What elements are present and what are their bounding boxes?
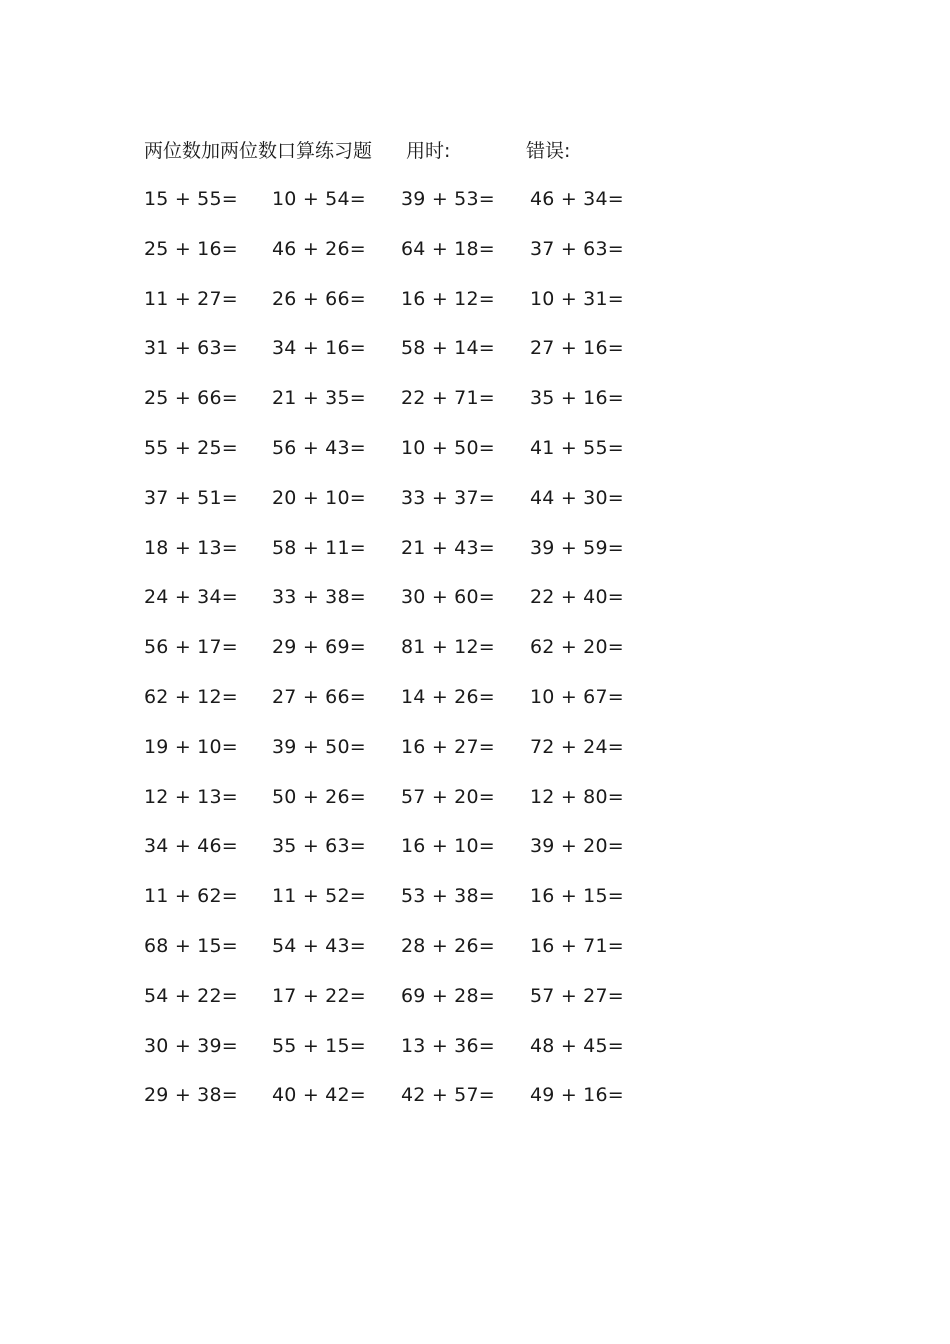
problem-item: 55 + 25= — [144, 436, 238, 459]
problem-item: 81 + 12= — [401, 636, 495, 659]
problem-item: 18 + 13= — [144, 536, 238, 559]
errors-label: 错误: — [526, 140, 571, 162]
problem-item: 30 + 60= — [401, 586, 495, 609]
problem-item: 30 + 39= — [144, 1034, 238, 1057]
problem-item: 14 + 26= — [401, 685, 495, 708]
problem-item: 55 + 15= — [272, 1034, 366, 1057]
problem-row — [144, 185, 704, 235]
problem-item: 20 + 10= — [272, 486, 366, 509]
problem-row — [144, 633, 704, 683]
problem-item: 16 + 71= — [530, 934, 624, 957]
problem-item: 56 + 17= — [144, 636, 238, 659]
worksheet-title: 两位数加两位数口算练习题 — [144, 140, 373, 162]
problem-row — [144, 1032, 704, 1082]
problem-row — [144, 235, 704, 285]
problem-item: 57 + 27= — [530, 984, 624, 1007]
problem-item: 54 + 43= — [272, 934, 366, 957]
time-label: 用时: — [406, 140, 451, 162]
problem-item: 22 + 71= — [401, 387, 495, 410]
problem-item: 22 + 40= — [530, 586, 624, 609]
problem-item: 21 + 35= — [272, 387, 366, 410]
problem-item: 35 + 63= — [272, 835, 366, 858]
problem-item: 16 + 15= — [530, 885, 624, 908]
problem-item: 28 + 26= — [401, 934, 495, 957]
problem-item: 16 + 12= — [401, 287, 495, 310]
problem-item: 44 + 30= — [530, 486, 624, 509]
problem-item: 37 + 63= — [530, 237, 624, 260]
problem-item: 11 + 52= — [272, 885, 366, 908]
problem-item: 21 + 43= — [401, 536, 495, 559]
problem-item: 27 + 16= — [530, 337, 624, 360]
problem-item: 39 + 59= — [530, 536, 624, 559]
problem-item: 62 + 20= — [530, 636, 624, 659]
problem-item: 10 + 67= — [530, 685, 624, 708]
problem-item: 62 + 12= — [144, 685, 238, 708]
problem-row — [144, 733, 704, 783]
problem-row — [144, 384, 704, 434]
problem-item: 25 + 66= — [144, 387, 238, 410]
problem-item: 40 + 42= — [272, 1084, 366, 1107]
problem-row — [144, 932, 704, 982]
problem-item: 39 + 50= — [272, 735, 366, 758]
problem-item: 57 + 20= — [401, 785, 495, 808]
problem-item: 12 + 80= — [530, 785, 624, 808]
problem-item: 46 + 26= — [272, 237, 366, 260]
problem-item: 10 + 31= — [530, 287, 624, 310]
problem-item: 27 + 66= — [272, 685, 366, 708]
problem-item: 64 + 18= — [401, 237, 495, 260]
problem-item: 35 + 16= — [530, 387, 624, 410]
problem-item: 69 + 28= — [401, 984, 495, 1007]
problem-item: 29 + 38= — [144, 1084, 238, 1107]
problem-item: 50 + 26= — [272, 785, 366, 808]
problem-item: 68 + 15= — [144, 934, 238, 957]
problem-row — [144, 882, 704, 932]
problem-item: 11 + 62= — [144, 885, 238, 908]
problem-row — [144, 285, 704, 335]
problem-item: 26 + 66= — [272, 287, 366, 310]
problem-item: 13 + 36= — [401, 1034, 495, 1057]
problem-item: 31 + 63= — [144, 337, 238, 360]
problem-row — [144, 583, 704, 633]
problem-item: 54 + 22= — [144, 984, 238, 1007]
problem-row — [144, 783, 704, 833]
problem-item: 48 + 45= — [530, 1034, 624, 1057]
problem-row — [144, 534, 704, 584]
problem-item: 49 + 16= — [530, 1084, 624, 1107]
problem-item: 39 + 53= — [401, 188, 495, 210]
problem-item: 42 + 57= — [401, 1084, 495, 1107]
problem-item: 34 + 16= — [272, 337, 366, 360]
problem-item: 16 + 10= — [401, 835, 495, 858]
problem-item: 15 + 55= — [144, 188, 238, 210]
problem-row — [144, 832, 704, 882]
problem-grid — [144, 185, 704, 1131]
problem-item: 16 + 27= — [401, 735, 495, 758]
problem-item: 24 + 34= — [144, 586, 238, 609]
problem-item: 37 + 51= — [144, 486, 238, 509]
problem-item: 46 + 34= — [530, 188, 624, 210]
problem-item: 56 + 43= — [272, 436, 366, 459]
problem-item: 72 + 24= — [530, 735, 624, 758]
problem-row — [144, 982, 704, 1032]
problem-row — [144, 434, 704, 484]
problem-item: 58 + 14= — [401, 337, 495, 360]
problem-item: 25 + 16= — [144, 237, 238, 260]
problem-item: 12 + 13= — [144, 785, 238, 808]
problem-item: 39 + 20= — [530, 835, 624, 858]
problem-item: 33 + 37= — [401, 486, 495, 509]
worksheet-header — [144, 137, 744, 165]
problem-item: 29 + 69= — [272, 636, 366, 659]
problem-item: 17 + 22= — [272, 984, 366, 1007]
problem-item: 41 + 55= — [530, 436, 624, 459]
problem-row — [144, 683, 704, 733]
problem-item: 53 + 38= — [401, 885, 495, 908]
problem-row — [144, 484, 704, 534]
problem-item: 19 + 10= — [144, 735, 238, 758]
problem-row — [144, 1081, 704, 1131]
problem-item: 10 + 54= — [272, 188, 366, 210]
problem-row — [144, 334, 704, 384]
problem-item: 33 + 38= — [272, 586, 366, 609]
problem-item: 10 + 50= — [401, 436, 495, 459]
problem-item: 11 + 27= — [144, 287, 238, 310]
problem-item: 34 + 46= — [144, 835, 238, 858]
problem-item: 58 + 11= — [272, 536, 366, 559]
